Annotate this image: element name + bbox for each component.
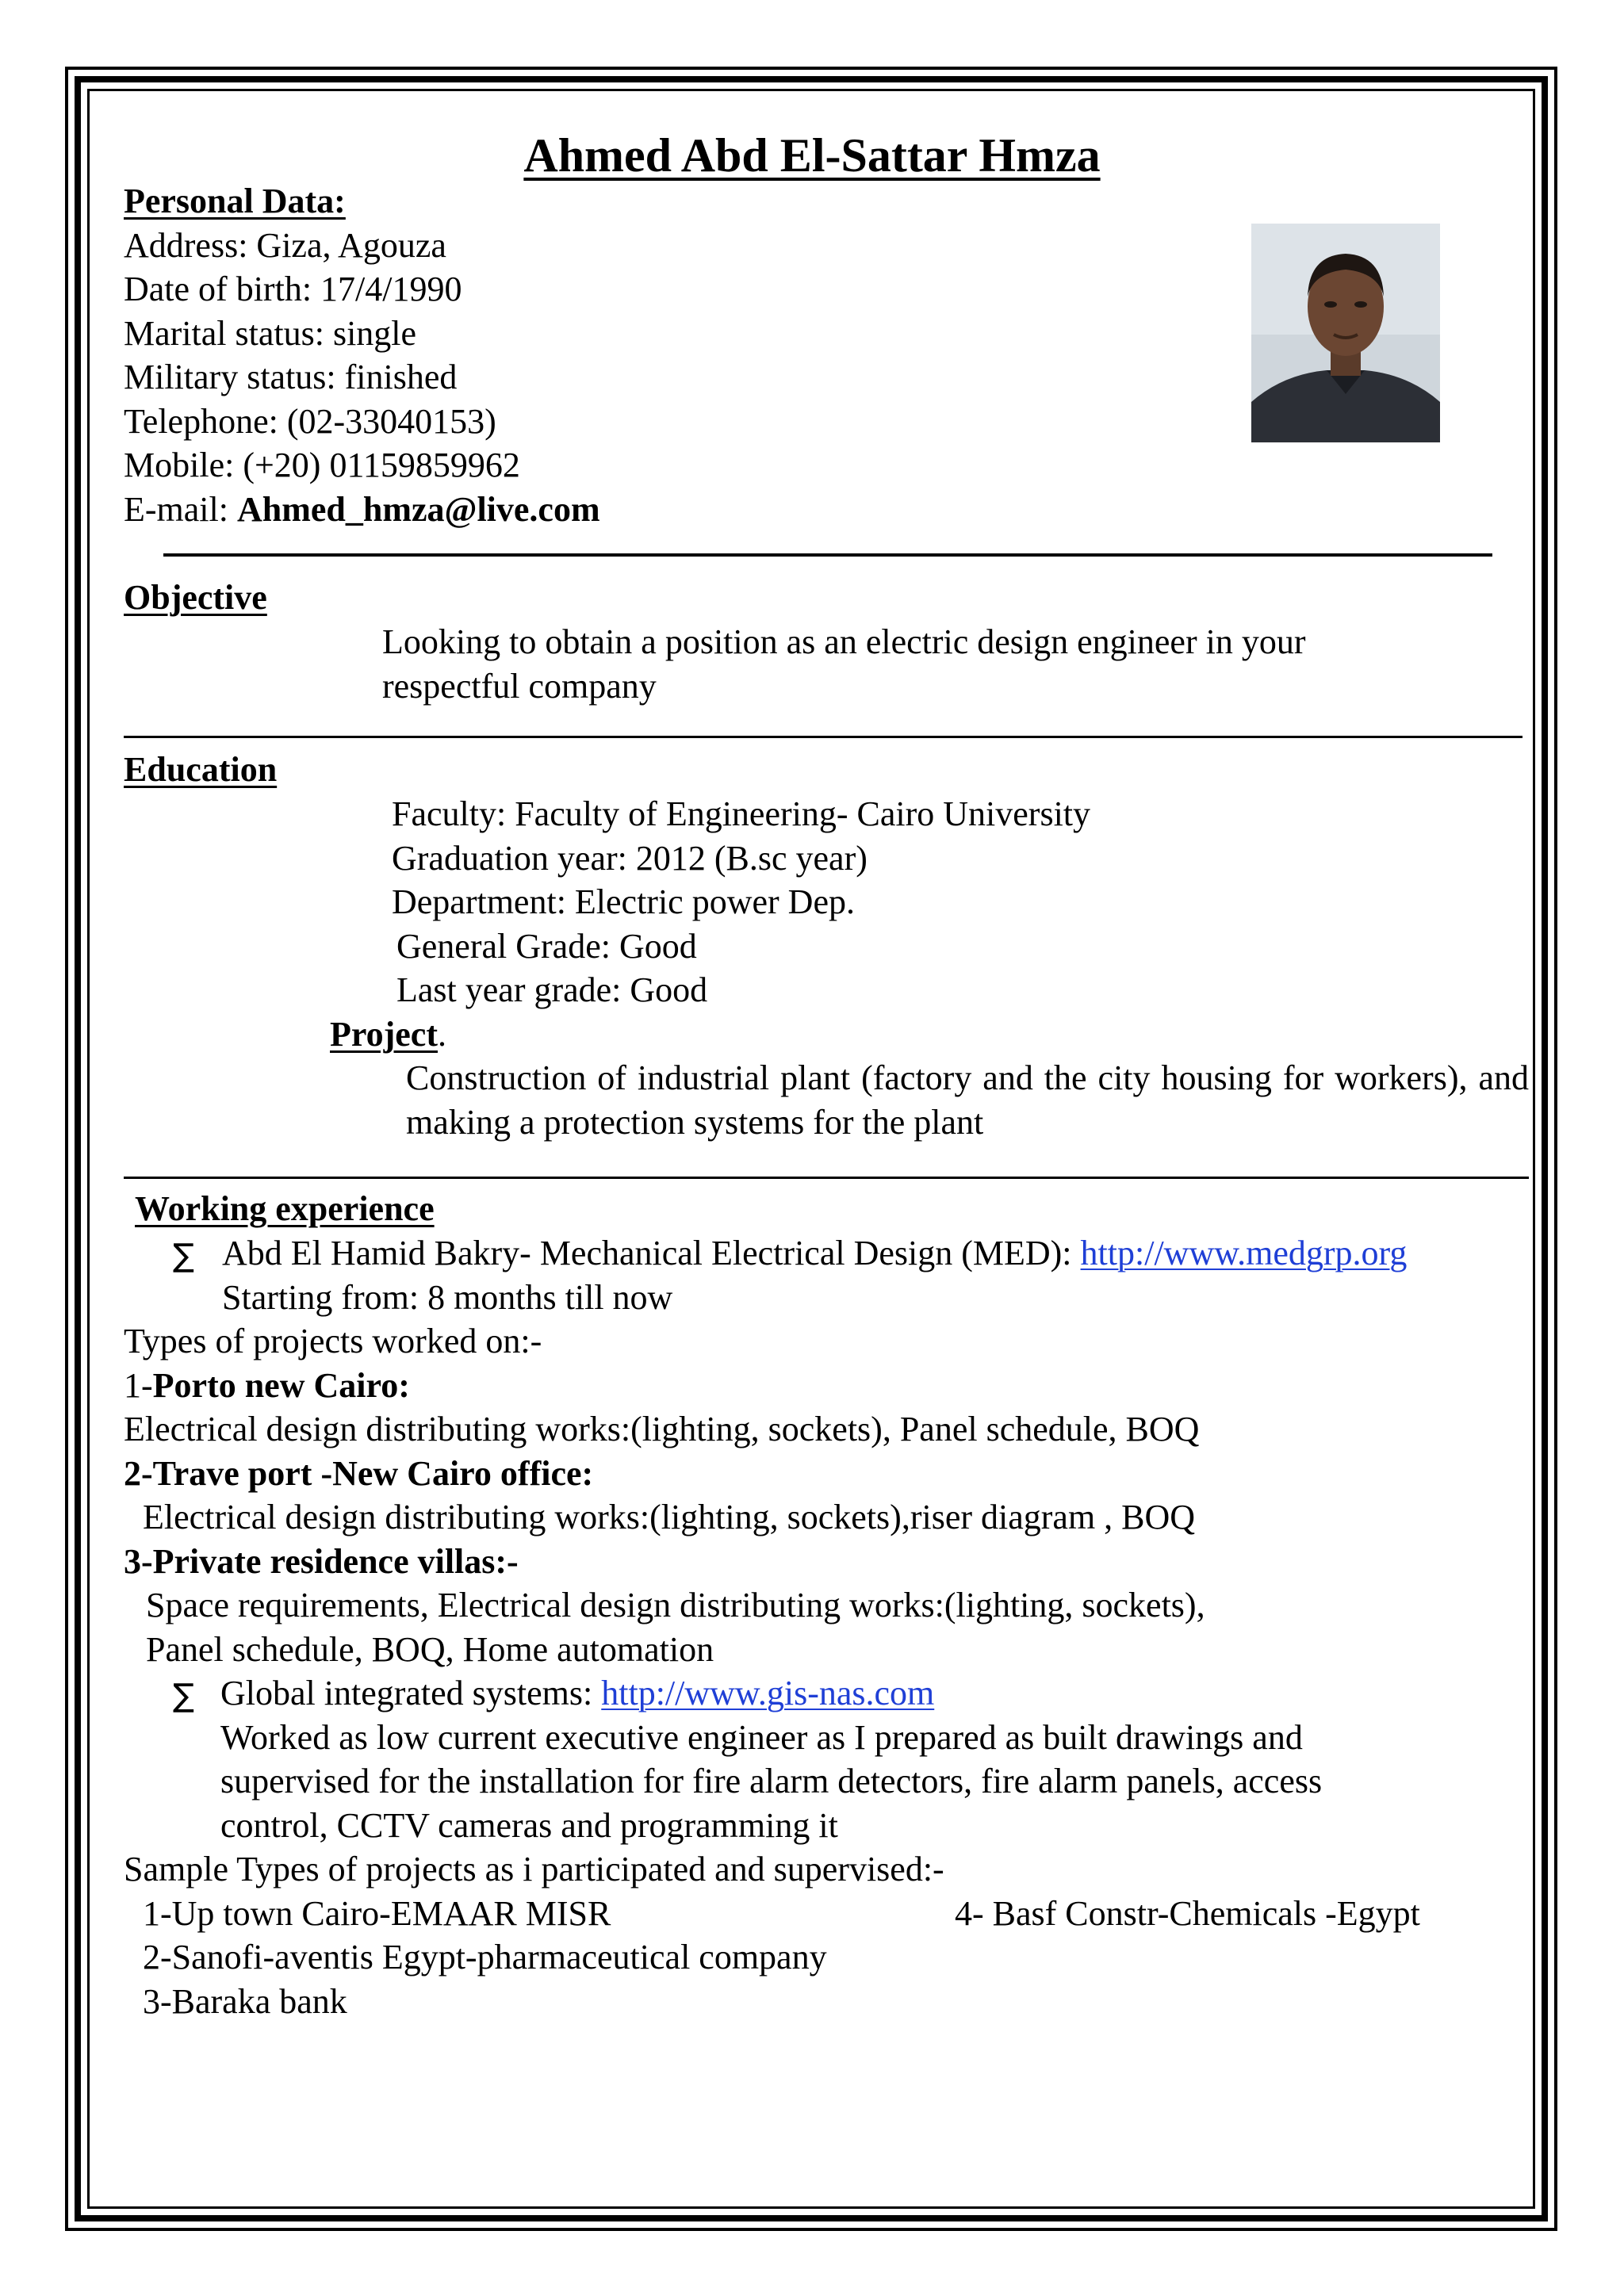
job2-line [220,1671,934,1716]
objective-text-line1: Looking to obtain a position as an electric design engineer in your [382,622,1306,661]
job2-company: Global integrated systems: [220,1674,602,1712]
job1-start: Starting from: 8 months till now [222,1278,673,1317]
last-year-grade: Last year grade: Good [396,970,708,1009]
separator-line [124,736,1522,738]
job2-description-line3: control, CCTV cameras and programming it [220,1806,838,1845]
bullet-icon: ∑ [173,1678,194,1714]
project3-title: 3-Private residence villas:- [124,1542,519,1581]
sample-projects-heading: Sample Types of projects as i participated and supervised:- [124,1850,944,1888]
date-of-birth: Date of birth: 17/4/1990 [124,270,462,308]
portrait-illustration [1251,224,1440,442]
email-address[interactable]: Ahmed_hmza@live.com [236,490,600,529]
general-grade: General Grade: Good [396,927,697,966]
project-heading-line [320,1012,446,1057]
bullet-icon: ∑ [173,1238,194,1274]
project1-number: 1- [124,1366,153,1405]
objective-heading: Objective [124,578,267,617]
email-line [124,488,600,532]
department: Department: Electric power Dep. [392,882,855,921]
project3-description-line1: Space requirements, Electrical design distributing works:(lighting, sockets), [146,1586,1205,1624]
project-heading-dot: . [437,1015,446,1054]
email-label: E-mail: [124,490,237,529]
sample-project-4: 4- Basf Constr-Chemicals -Egypt [955,1894,1420,1933]
separator-line [124,1177,1529,1179]
mobile: Mobile: (+20) 01159859962 [124,446,520,484]
job2-website-link[interactable]: http://www.gis-nas.com [601,1674,935,1712]
project2-title: 2-Trave port -New Cairo office: [124,1454,594,1493]
profile-photo [1251,224,1440,442]
sample-project-2: 2-Sanofi-aventis Egypt-pharmaceutical company [143,1938,827,1976]
marital-status: Marital status: single [124,314,417,353]
project-description: Construction of industrial plant (factory and the city housing for workers), and making a protection systems for the plant [406,1058,1529,1142]
faculty: Faculty: Faculty of Engineering- Cairo University [392,794,1091,833]
education-heading: Education [124,750,278,789]
project2-description: Electrical design distributing works:(lighting, sockets),riser diagram , BOQ [143,1498,1196,1536]
objective-text-line2: respectful company [382,667,657,706]
personal-data-heading: Personal Data: [124,182,346,220]
job2-description-line2: supervised for the installation for fire alarm detectors, fire alarm panels, access [220,1762,1323,1800]
project-heading: Project [330,1015,438,1054]
military-status: Military status: finished [124,358,458,396]
project1-title: Porto new Cairo: [152,1366,410,1405]
job1-line [222,1231,1407,1276]
job1-website-link[interactable]: http://www.medgrp.org [1080,1234,1408,1272]
cv-name: Ahmed Abd El-Sattar Hmza [523,129,1101,182]
working-experience-heading: Working experience [135,1189,435,1228]
project1-title-line [124,1364,410,1408]
address: Address: Giza, Agouza [124,226,446,265]
separator-line [163,553,1492,557]
sample-project-3: 3-Baraka bank [143,1982,347,2021]
graduation-year: Graduation year: 2012 (B.sc year) [392,839,868,878]
job1-company: Abd El Hamid Bakry- Mechanical Electrical Design (MED): [222,1234,1081,1272]
sample-project-1: 1-Up town Cairo-EMAAR MISR [143,1894,611,1933]
telephone: Telephone: (02-33040153) [124,402,496,441]
types-of-projects-heading: Types of projects worked on:- [124,1322,542,1360]
job2-description-line1: Worked as low current executive engineer as I prepared as built drawings and [220,1718,1303,1757]
project1-description: Electrical design distributing works:(lighting, sockets), Panel schedule, BOQ [124,1410,1200,1448]
project3-description-line2: Panel schedule, BOQ, Home automation [146,1630,714,1669]
